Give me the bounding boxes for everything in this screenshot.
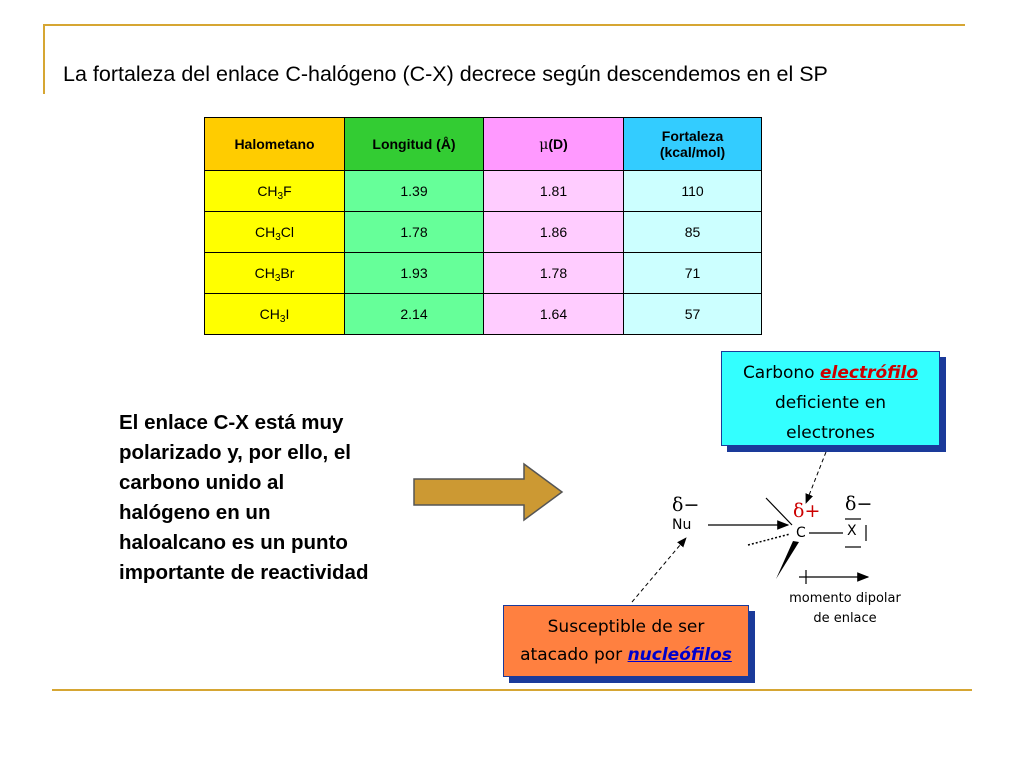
cell-length: 1.93 xyxy=(345,253,484,294)
cell-length: 2.14 xyxy=(345,294,484,335)
cell-strength: 71 xyxy=(624,253,762,294)
slide-title: La fortaleza del enlace C-halógeno (C-X) decrece según descendemos en el SP xyxy=(63,62,828,86)
cell-dipole: 1.64 xyxy=(484,294,624,335)
delta-minus-x: δ− xyxy=(845,493,873,515)
carbon-label: C xyxy=(796,525,806,541)
electrophile-callout: Carbono electrófilo deficiente en electrones xyxy=(721,351,940,446)
header-length: Longitud (Å) xyxy=(345,118,484,171)
nucleophile-callout: Susceptible de ser atacado por nucleófilos xyxy=(503,605,749,677)
mu-symbol: μ xyxy=(539,136,549,153)
electrophile-pointer xyxy=(806,452,826,503)
cell-strength: 85 xyxy=(624,212,762,253)
delta-plus: δ+ xyxy=(793,500,821,522)
electrophile-emphasis: electrófilo xyxy=(820,363,919,383)
halogen-x-label: X xyxy=(847,523,857,539)
cell-formula: $CH_3I$ xyxy=(205,294,345,335)
cell-formula: $CH_3Br$ xyxy=(205,253,345,294)
cell-formula: $CH_3Cl$ xyxy=(205,212,345,253)
cell-strength: 57 xyxy=(624,294,762,335)
cell-length: 1.78 xyxy=(345,212,484,253)
nucleophile-pointer xyxy=(632,538,686,602)
bond-upper xyxy=(766,498,792,525)
nu-label: Nu xyxy=(672,517,692,533)
cell-dipole: 1.81 xyxy=(484,171,624,212)
bond-hashed xyxy=(748,534,790,545)
cell-dipole: 1.86 xyxy=(484,212,624,253)
cell-strength: 110 xyxy=(624,171,762,212)
header-strength: Fortaleza (kcal/mol) xyxy=(624,118,762,171)
bond-wedge xyxy=(776,541,799,579)
cell-dipole: 1.78 xyxy=(484,253,624,294)
cell-length: 1.39 xyxy=(345,171,484,212)
header-halomethane: Halometano xyxy=(205,118,345,171)
mu-unit: (D) xyxy=(548,135,568,152)
dipole-moment-caption: momento dipolar de enlace xyxy=(789,591,901,626)
delta-minus-nu: δ− xyxy=(672,494,700,516)
explanation-paragraph: El enlace C-X está muy polarizado y, por ello, el carbono unido al halógeno en un haloalcano es un punto importante de reactividad xyxy=(119,411,369,584)
nucleophile-emphasis: nucleófilos xyxy=(627,645,732,665)
cell-formula: $CH_3F$ xyxy=(205,171,345,212)
